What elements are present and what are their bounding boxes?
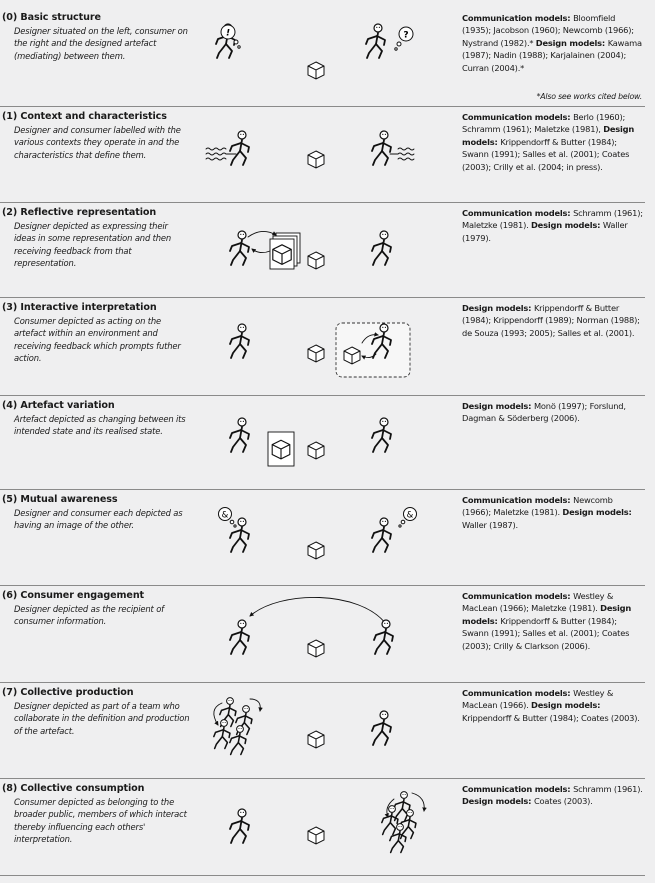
reference-citations: Krippendorff & Butter (1984); Krippendorff (1989); Norman (1988); de Souza (1993; 2005); Salles et al. (2001). <box>462 303 640 338</box>
designer-figure <box>230 418 249 452</box>
reference-citations: Westley & MacLean (1966); Maletzke (1981). <box>462 591 614 614</box>
reference-category: Design models: <box>535 37 608 48</box>
consumer-figure <box>366 24 385 58</box>
row-basic-structure <box>0 8 655 106</box>
designer-figure <box>230 324 249 358</box>
reference-citations: Bloomfield (1935); Jacobson (1960); Newcomb (1966); Nystrand (1982).* <box>462 13 634 48</box>
artefact-cube-icon <box>308 640 324 657</box>
consumer-context-label-icon <box>390 148 414 160</box>
artefact-cube-icon <box>308 252 324 269</box>
row-description: Designer depicted as expressing their ideas in some representation and then receiving feedback from that representation. <box>14 221 172 269</box>
reference-category: Communication models: <box>462 208 574 218</box>
reference-citations: Waller (1979). <box>462 220 628 243</box>
ampersand-icon: & <box>221 510 229 521</box>
ampersand-icon: & <box>406 510 414 521</box>
row-description: Designer depicted as part of a team who collaborate in the definition and production of the artefact. <box>14 701 190 736</box>
reference-category: Design models: <box>562 507 632 518</box>
reference-citations: Schramm (1961). <box>573 784 643 794</box>
intended-state-sheet-icon <box>268 432 294 466</box>
divider <box>0 875 645 876</box>
row-description: Consumer depicted as acting on the artefact within an environment and receiving feedback which prompts futher action. <box>14 316 181 364</box>
consumer-image-bubble <box>399 508 417 528</box>
row-reflective-representation <box>0 203 655 297</box>
reference-category: Communication models: <box>462 495 574 505</box>
row-illustration <box>0 203 655 297</box>
consumer-figure <box>372 231 391 265</box>
row-illustration <box>0 107 655 202</box>
row-collective-consumption <box>0 779 655 875</box>
row-illustration <box>0 298 655 395</box>
row-title: (2) Reflective representation <box>2 207 157 218</box>
reference-citations: Schramm (1961); Maletzke (1981). <box>462 208 643 231</box>
artefact-cube-icon <box>308 151 324 168</box>
artefact-cube-icon <box>308 345 324 362</box>
reference-citations: Krippendorff & Butter (1984); Swann (1991); Salles et al. (2001); Coates (2003); Crilly et al. (2004; in press). <box>462 136 630 172</box>
row-title: (6) Consumer engagement <box>2 590 145 601</box>
interaction-cube-icon <box>344 347 360 364</box>
reference-citations: Waller (1987). <box>462 519 518 530</box>
row-description: Consumer depicted as belonging to the broader public, members of which interact thereby influencing each others' interpretation. <box>14 797 187 845</box>
row-title: (8) Collective consumption <box>2 783 145 794</box>
reference-category: Design models: <box>531 700 601 711</box>
row-description: Designer depicted as the recipient of consumer information. <box>14 604 164 627</box>
reference-category: Design models: <box>462 303 534 313</box>
reference-citations: Krippendorff & Butter (1984); Coates (2003). <box>462 712 640 723</box>
consumer-figure <box>372 131 391 165</box>
reference-category: Design models: <box>462 401 534 411</box>
row-context-characteristics <box>0 107 655 202</box>
row-consumer-engagement <box>0 586 655 682</box>
reference-category: Design models: <box>530 220 603 231</box>
row-illustration <box>0 396 655 489</box>
reference-category: Design models: <box>462 603 632 626</box>
reference-category: Design models: <box>462 124 635 147</box>
reference-citations: Kawama (1987); Nadin (1988); Karjalainen (2004); Curran (2004).* <box>462 37 642 73</box>
row-mutual-awareness <box>0 490 655 585</box>
row-interactive-interpretation <box>0 298 655 395</box>
consumer-figure <box>372 418 391 452</box>
consumer-figure <box>372 518 391 552</box>
representation-sheets-icon <box>270 233 300 269</box>
consumer-figure <box>372 711 391 745</box>
consumer-thought-bubble <box>395 27 413 50</box>
reference-citations: Newcomb (1966); Maletzke (1981). <box>462 495 613 518</box>
designer-image-bubble <box>219 508 237 528</box>
row-description: Designer situated on the left, consumer on the right and the designed artefact (mediating) between them. <box>14 26 188 61</box>
reference-category: Communication models: <box>462 784 574 794</box>
designer-figure <box>230 131 249 165</box>
row-title: (3) Interactive interpretation <box>2 302 157 313</box>
row-illustration <box>0 490 655 585</box>
row-artefact-variation <box>0 396 655 489</box>
row-description: Designer and consumer each depicted as having an image of the other. <box>14 508 183 531</box>
row-illustration <box>0 779 655 875</box>
row-description: Designer and consumer labelled with the various contexts they operate in and the characteristics that define them. <box>14 125 181 160</box>
reference-category: Design models: <box>462 796 534 807</box>
consumer-figure <box>374 620 393 654</box>
row-title: (5) Mutual awareness <box>2 494 118 505</box>
row-illustration <box>0 8 655 106</box>
artefact-cube-icon <box>308 442 324 459</box>
reference-citations: Westley & MacLean (1966). <box>462 688 614 711</box>
reference-citations: Berlo (1960); Schramm (1961); Maletzke (1981), <box>462 112 626 135</box>
consumer-information-arrow <box>250 597 386 624</box>
designer-figure <box>230 620 249 654</box>
artefact-cube-icon <box>308 542 324 559</box>
row-title: (7) Collective production <box>2 687 134 698</box>
reference-citations: Krippendorff & Butter (1984); Swann (1991); Salles et al. (2001); Coates (2003); Crilly & Clarkson (2006). <box>462 615 630 651</box>
row-illustration <box>0 586 655 682</box>
row-illustration <box>0 683 655 778</box>
designer-thought-bubble <box>221 25 240 48</box>
artefact-cube-icon <box>308 62 324 79</box>
footnote: *Also see works cited below. <box>536 92 642 101</box>
question-icon: ? <box>403 30 409 41</box>
reference-category: Communication models: <box>462 13 574 23</box>
designer-context-label-icon <box>206 148 236 160</box>
designer-figure <box>230 231 249 265</box>
row-collective-production <box>0 683 655 778</box>
design-team-group <box>214 698 260 755</box>
reference-category: Communication models: <box>462 591 574 601</box>
reference-category: Communication models: <box>462 112 574 122</box>
row-title: (4) Artefact variation <box>2 400 115 411</box>
row-title: (1) Context and characteristics <box>2 111 167 122</box>
reference-citations: Monö (1997); Forslund, Dagman & Söderberg (2006). <box>462 401 626 424</box>
designer-figure <box>230 809 249 843</box>
row-title: (0) Basic structure <box>2 12 101 23</box>
row-description: Artefact depicted as changing between its intended state and its realised state. <box>14 414 186 437</box>
reference-citations: Coates (2003). <box>533 796 593 807</box>
artefact-cube-icon <box>308 731 324 748</box>
reference-category: Communication models: <box>462 688 574 698</box>
artefact-cube-icon <box>308 827 324 844</box>
consumer-public-group <box>382 792 424 853</box>
exclamation-icon: ! <box>225 28 231 39</box>
